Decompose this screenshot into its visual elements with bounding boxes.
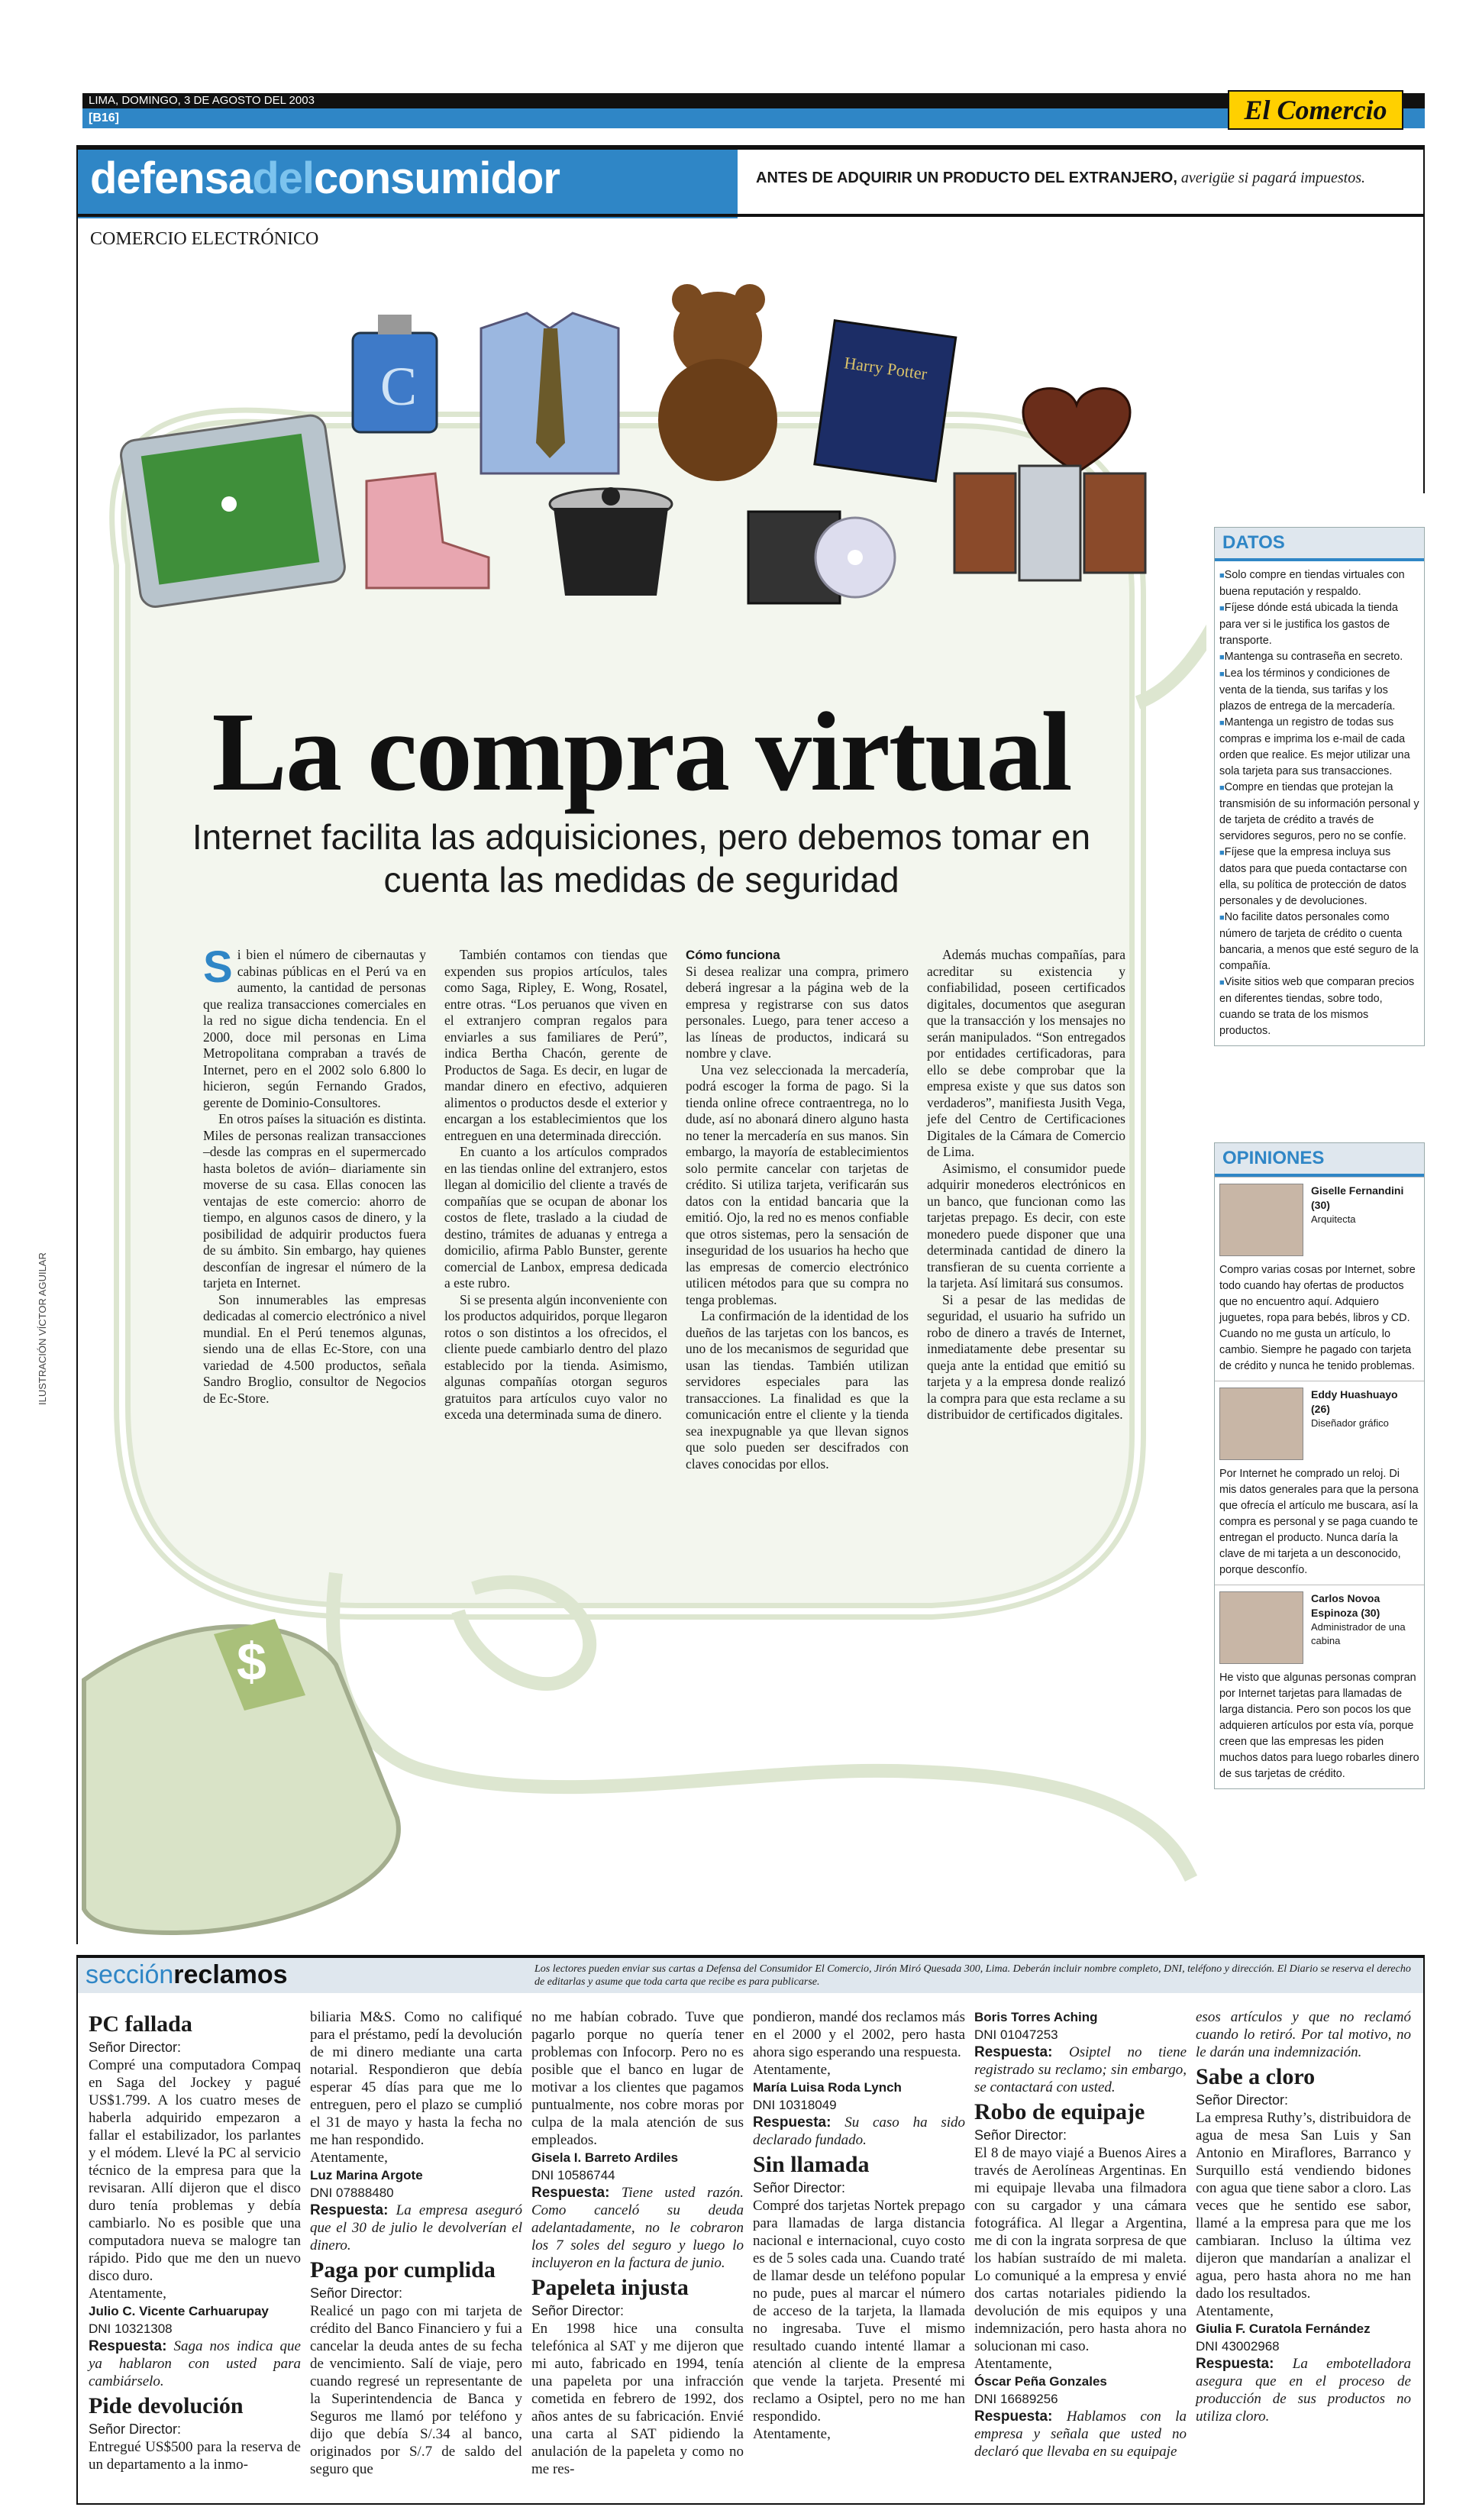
paragraph: Si desea realizar una compra, primero deberá ingresar a la página web de la empresa y registrarse con sus datos personales. Luego, para tener acceso a las líneas de productos, indicará su nombre y clave.	[686, 963, 909, 1061]
reclamos-title: secciónreclamos	[86, 1960, 288, 1989]
paragraph: Son innumerables las empresas dedicadas al comercio electrónico a nivel mundial. En el Perú tenemos algunas, siendo una de ellas Ec-Store, con una variedad de 4.500 productos, señala Sandro Broglio, consultor de Negocios de Ec-Store.	[203, 1291, 426, 1406]
response: Respuesta: La embotelladora asegura que en el proceso de producción de sus productos no utiliza cloro.	[1196, 2356, 1411, 2425]
salutation: Señor Director:	[974, 2127, 1067, 2143]
salutation: Señor Director:	[89, 2421, 182, 2437]
datos-box	[1214, 527, 1425, 1046]
stereo-icon	[954, 466, 1145, 580]
letter-title: Paga por cumplida	[310, 2257, 496, 2283]
salutation: Señor Director:	[753, 2180, 846, 2195]
dropcap: S	[203, 942, 233, 992]
reclamos-column-1	[89, 2008, 301, 2473]
letter-title: Pide devolución	[89, 2393, 244, 2418]
salutation: Señor Director:	[89, 2040, 182, 2055]
paragraph: Una vez seleccionada la mercadería, podrá escoger la forma de pago. Si la tienda online ofrece contraentrega, no lo dude, así no abonará dinero alguno hasta no tener la mercadería en sus manos. Sin embargo, la mayoría de establecimientos solo permite cancelar con tarjetas de crédito. Si utiliza tarjeta, verificarán sus datos con la entidad bancaria que la emitió. Ojo, la red no es menos confiable que otros sistemas, pero la sensación de inseguridad de los usuarios ha hecho que las empresas de comercio electrónico utilicen métodos para que su compra no tenga problemas.	[686, 1061, 909, 1307]
opiniones-box	[1214, 1142, 1425, 1789]
newspaper-logo: El Comercio	[1228, 90, 1403, 130]
headline: La compra virtual	[212, 690, 1071, 815]
reclamos-column-4	[753, 2008, 965, 2443]
signer: María Luisa Roda Lynch	[753, 2080, 902, 2095]
book-icon	[815, 321, 956, 481]
dni: DNI 01047253	[974, 2027, 1058, 2042]
salutation: Señor Director:	[310, 2286, 403, 2301]
letter-title: Robo de equipaje	[974, 2099, 1145, 2124]
letter-text: biliaria M&S. Como no califiqué para el préstamo, pedí la devolución de mi dinero mediante una carta notarial. Respondieron que debía esperar 45 días para que me lo entreguen, pero el plazo se cumplió el 31 de mayo y hasta la fecha no me han respondido.	[310, 2009, 522, 2148]
deck: Internet facilita las adquisiciones, pero debemos tomar en cuenta las medidas de seguridad	[192, 817, 1091, 900]
letter-text: Compré una computadora Compaq en Saga del Jockey y pagué US$1.799. A los cuatro meses de haberla adquirido empezaron a fallar el estabilizador, los parlantes y el módem. Llevé la PC al servicio técnico de la empresa para que la revisaran. Allí dijeron que el disco duro tenía problemas y debía cambiarlo. No es posible que una computadora nueva se malogre tan rápido. Pido que me den un nuevo disco duro.	[89, 2057, 301, 2284]
article-column-3	[686, 947, 909, 1472]
letter-title: PC fallada	[89, 2011, 192, 2037]
signer: Luz Marina Argote	[310, 2168, 423, 2182]
svg-text:Harry Potter: Harry Potter	[843, 353, 928, 384]
list-item: ■ Compre en tiendas que protejan la transmisión de su información personal y de tarjeta de crédito a través de servidores seguros, pero no se confíe.	[1219, 780, 1419, 845]
signer: Óscar Peña Gonzales	[974, 2374, 1107, 2389]
teddy-bear-icon	[658, 284, 777, 481]
illustration-credit: ILUSTRACIÓN VÍCTOR AGUILAR	[37, 1252, 48, 1405]
paragraph: Si se presenta algún inconveniente con los productos adquiridos, porque llegaron rotos o son distintos a los ofrecidos, el cliente puede cambiarlo dentro del plazo establecido por la tienda. Asimismo, algunas compañías otorgan seguros gratuitos para artículos cuyo valor no exceda una determinada suma de dinero.	[444, 1291, 667, 1422]
shirt-icon	[481, 313, 618, 473]
response: Respuesta: Osiptel no tiene registrado su reclamo; sin embargo, se contactará con usted.	[974, 2044, 1187, 2095]
signer: Julio C. Vicente Carhuarupay	[89, 2304, 269, 2318]
opinion-role: Diseñador gráfico	[1311, 1417, 1389, 1429]
paragraph: Asimismo, el consumidor puede adquirir monederos electrónicos en un banco, que funcionan como las tarjetas prepago. Es decir, con este monedero puede disponer que una determinada cantidad de dinero la transfieran de su cuenta corriente a la tarjeta. Así limitará sus consumos.	[927, 1160, 1125, 1291]
paragraph: En otros países la situación es distinta. Miles de personas realizan transacciones –desde las compras en el supermercado hasta boletos de avión– diariamente sin moverse de su casa. Ellas conocen las ventajas de este comercio: ahorro de tiempo, en algunos casos de dinero, y la posibilidad de adquirir productos fuera de su ámbito. Sin embargo, hay quienes desconfían de ingresar el número de la tarjeta en Internet.	[203, 1111, 426, 1291]
letter-title: Papeleta injusta	[531, 2275, 689, 2300]
page-number: [B16]	[89, 111, 120, 124]
cd-icon	[748, 512, 895, 603]
response: Respuesta: La empresa aseguró que el 30 de julio le devolverían el dinero.	[310, 2202, 522, 2253]
opinion-role: Administrador de una cabina	[1311, 1621, 1406, 1646]
frame-left	[76, 1958, 78, 2505]
letter-text: Realicé un pago con mi tarjeta de crédito del Banco Financiero y fui a cancelar la deuda antes de su fecha de vencimiento. Salí de viaje, pero cuando regresé un representante de la Superintendencia de Banca y Seguros me llamó por teléfono y dijo que debía S/.34 al banco, originados por S/.7 de saldo del seguro que	[310, 2303, 522, 2477]
list-item: ■ Lea los términos y condiciones de venta de la tienda, sus tarifas y los plazos de entrega de la mercadería.	[1219, 666, 1419, 715]
dni: DNI 10321308	[89, 2321, 173, 2336]
svg-text:C: C	[380, 356, 418, 417]
pot-icon	[550, 487, 672, 596]
frame-bottom	[76, 2503, 1425, 2505]
list-item: ■ Fíjese dónde está ubicada la tienda para ver si le justifica los gastos de transporte.	[1219, 600, 1419, 649]
opinion-role: Arquitecta	[1311, 1213, 1356, 1225]
opinion	[1215, 1177, 1424, 1381]
reclamos-note: Los lectores pueden enviar sus cartas a Defensa del Consumidor El Comercio, Jirón Miró Quesada 300, Lima. Deberán incluir nombre completo, DNI, teléfono y dirección. El Diario se reserva el derecho de editarlas y asume que toda carta que recibe es para publicarse.	[534, 1963, 1411, 1988]
list-item: ■ Fíjese que la empresa incluya sus datos para que pueda contactarse con ella, su política de protección de datos personales y de devoluciones.	[1219, 845, 1419, 909]
response: Respuesta: Su caso ha sido declarado fundado.	[753, 2115, 966, 2148]
closing: Atentamente,	[753, 2062, 831, 2078]
section-teaser: ANTES DE ADQUIRIR UN PRODUCTO DEL EXTRANJERO, averigüe si pagará impuestos.	[756, 170, 1365, 186]
letter-text: En 1998 hice una consulta telefónica al SAT y me dijeron que mi auto, fabricado en 1994, tenía una papeleta por una infracción cometida en febrero de 1992, dos años antes de su fabricación. Envié una carta al SAT pidiendo la anulación de la papeleta y como no me res-	[531, 2321, 744, 2477]
section-title: defensadelconsumidor	[90, 153, 560, 203]
paragraph: En cuanto a los artículos comprados en las tiendas online del extranjero, estos llegan al domicilio del cliente a través de compañías que se ocupan de abonar los costos de flete, traslado a la ciudad de destino, trámites de aduanas y entrega a domicilio, afirma Pablo Bunster, gerente comercial de Lanbox, empresa dedicada a este rubro.	[444, 1144, 667, 1291]
paragraph: i bien el número de cibernautas y cabinas públicas en el Perú va en aumento, la cantidad de personas que realiza transacciones comerciales en la red no sigue dicha tendencia. En el 2000, doce mil personas en Lima Metropolitana compraban a través de Internet, pero en el 2002 solo 6.800 lo hicieron, según Fernando Grados, gerente de Dominio-Consultores.	[203, 947, 426, 1110]
avatar	[1219, 1591, 1303, 1664]
list-item: ■ Solo compre en tiendas virtuales con buena reputación y respaldo.	[1219, 567, 1419, 600]
dni: DNI 43002968	[1196, 2339, 1280, 2354]
reclamos-column-3	[531, 2008, 744, 2478]
response: Respuesta: Saga nos indica que ya hablaron con usted para cambiárselo.	[89, 2338, 301, 2389]
opinion-name: Giselle Fernandini (30)	[1311, 1184, 1404, 1211]
closing: Atentamente,	[89, 2286, 166, 2302]
subhead: Cómo funciona	[686, 948, 780, 962]
dni: DNI 16689256	[974, 2392, 1058, 2406]
list-item: ■ Mantenga un registro de todas sus compras e imprima los e-mail de cada orden que realice. Es mejor utilizar una sola tarjeta para sus transacciones.	[1219, 715, 1419, 780]
list-item: ■ No facilite datos personales como número de tarjeta de crédito o cuenta bancaria, a menos que esté seguro de la compañía.	[1219, 909, 1419, 974]
kicker: COMERCIO ELECTRÓNICO	[90, 229, 319, 249]
opinion-text: Por Internet he comprado un reloj. Di mis datos generales para que la persona que ofrecía el artículo me buscara, así la compra es personal y se paga cuando te entregan el producto. Nunca daría la clave de mi tarjeta a un desconocido, porque desconfío.	[1219, 1468, 1419, 1576]
paragraph: También contamos con tiendas que expenden sus propios artículos, tales como Saga, Ripley, E. Wong, Rosatel, entre otras. “Los peruanos que viven en el extranjero compran regalos para enviarles a sus familiares de Perú”, indica Bertha Chacón, gerente de Productos de Saga. Es decir, en lugar de mandar dinero en efectivo, adquieren alimentos o productos desde el exterior y encargan a los establecimientos que los entreguen en una determinada dirección.	[444, 947, 667, 1143]
response: Respuesta: Tiene usted razón. Como canceló su deuda adelantadamente, no le cobraron los 7 soles del seguro y luego lo incluyeron en la factura de junio.	[531, 2185, 744, 2271]
letter-text: Compré dos tarjetas Nortek prepago para llamadas de larga distancia nacional e internacional, cuyo costo es de 5 soles cada una. Cuando traté de llamar desde un teléfono popular no pude, pues al marcar el número de acceso de la tarjeta, la llamada no ingresaba. Tuve el mismo resultado cuando intenté llamar a atención al cliente de la empresa que vende la tarjeta. Presenté mi reclamo a Osiptel, pero no me han respondido.	[753, 2198, 965, 2425]
page-bar	[82, 108, 1425, 128]
dni: DNI 07888480	[310, 2186, 394, 2200]
opinion	[1215, 1585, 1424, 1788]
reclamos-column-6	[1196, 2008, 1411, 2425]
datos-list	[1215, 561, 1424, 1045]
list-item: ■ Visite sitios web que comparan precios en diferentes tiendas, sobre todo, cuando se trata de los mismos productos.	[1219, 974, 1419, 1039]
article-column-1	[203, 942, 426, 1407]
response: esos artículos y que no reclamó cuando lo retiró. Por tal motivo, no le darán una indemnización.	[1196, 2009, 1411, 2060]
letter-text: Entregué US$500 para la reserva de un departamento a la inmo-	[89, 2439, 301, 2473]
letter-text: La empresa Ruthy’s, distribuidora de agua de mesa San Luis y San Antonio en Miraflores, Barranco y Surquillo está vendiendo bidones con agua que tiene sabor a cloro. Las veces que he sentido ese sabor, llamé a la empresa para que me los cambiaran. Incluso la última vez dijeron que mandarían a analizar el agua, pero hasta ahora no me han dado los resultados.	[1196, 2110, 1411, 2302]
letter-text: pondieron, mandé dos reclamos más en el 2000 y el 2002, pero hasta ahora sigo esperando una respuesta.	[753, 2009, 965, 2060]
header-rule-bottom	[76, 214, 1425, 217]
dateline: LIMA, DOMINGO, 3 DE AGOSTO DEL 2003	[82, 93, 1425, 108]
dni: DNI 10586744	[531, 2168, 615, 2182]
list-item: ■ Mantenga su contraseña en secreto.	[1219, 649, 1419, 666]
article-column-4	[927, 947, 1125, 1423]
salutation: Señor Director:	[531, 2303, 625, 2318]
letter-text: no me habían cobrado. Tuve que pagarlo porque no quería tener problemas con Infocorp. Pero no es posible que el banco en lugar de motivar a los clientes que pagamos puntualmente, nos cobre moras por culpa de la mala atención de sus empleados.	[531, 2009, 744, 2148]
paragraph: La confirmación de la identidad de los dueños de las tarjetas con los bancos, es uno de los mecanismos de seguridad que usan las tiendas. También utilizan servidores especiales para las transacciones. La finalidad es que la comunicación entre el cliente y la tienda sea inexpugnable ya que llevan signos que solo pueden ser descifrados con claves conocidas por ellos.	[686, 1308, 909, 1472]
reclamos-column-5	[974, 2008, 1187, 2460]
article-column-2	[444, 947, 667, 1423]
perfume-icon	[353, 315, 437, 432]
frame-right	[1423, 1958, 1425, 2505]
opinion-name: Carlos Novoa Espinoza (30)	[1311, 1592, 1380, 1619]
closing: Atentamente,	[310, 2150, 388, 2166]
opinion-name: Eddy Huashuayo (26)	[1311, 1388, 1398, 1415]
paragraph: Si a pesar de las medidas de seguridad, el usuario ha sufrido un robo de dinero a través de Internet, inmediatamente debe presentar su queja ante la entidad que emitió su tarjeta y a la empresa donde realizó la compra para que esta reclame a su distribuidor de certificados digitales.	[927, 1291, 1125, 1422]
signer: Boris Torres Aching	[974, 2010, 1098, 2024]
opinion	[1215, 1381, 1424, 1585]
salutation: Señor Director:	[1196, 2092, 1289, 2108]
dollar-icon: $	[237, 1632, 266, 1691]
response: Respuesta: Hablamos con la empresa y señala que usted no declaró que llevaba en su equipaje	[974, 2409, 1187, 2460]
avatar	[1219, 1184, 1303, 1256]
letter-title: Sabe a cloro	[1196, 2064, 1316, 2089]
closing: Atentamente,	[753, 2426, 831, 2442]
datos-title: DATOS	[1215, 528, 1424, 561]
letter-title: Sin llamada	[753, 2152, 870, 2177]
opinion-text: He visto que algunas personas compran por Internet tarjetas para llamadas de larga distancia. Pero son pocos los que adquieren artículos por esta vía, porque creen que las empresas les piden muchos datos para luego robarles dinero de sus tarjetas de crédito.	[1219, 1672, 1419, 1780]
paragraph: Además muchas compañías, para acreditar su existencia y confiabilidad, poseen certificados digitales, documentos que aseguran que la transacción y los mensajes no serán manipulados. “Son entregados por entidades certificadoras, para ello se debe comprobar que la empresa existe y que sus datos son verdaderos”, manifiesta Jusith Vega, jefe del Centro de Certificaciones Digitales de la Cámara de Comercio de Lima.	[927, 947, 1125, 1159]
reclamos-column-2	[310, 2008, 522, 2478]
signer: Gisela I. Barreto Ardiles	[531, 2150, 679, 2165]
frame-right	[1423, 150, 1425, 493]
closing: Atentamente,	[974, 2356, 1052, 2372]
signer: Giulia F. Curatola Fernández	[1196, 2321, 1371, 2336]
letter-text: El 8 de mayo viajé a Buenos Aires a través de Aerolíneas Argentinas. En mi equipaje llevaba una filmadora con su cargador y una cámara fotográfica. Al llegar a Argentina, me di con la ingrata sorpresa de que los habían sustraído de mi maleta. Lo comuniqué a la empresa y envié dos cartas notariales pidiendo la devolución de mis equipos y una indemnización, pero hasta ahora no solucionan mi caso.	[974, 2145, 1187, 2354]
tv-icon	[119, 414, 347, 609]
opinion-text: Compro varias cosas por Internet, sobre todo cuando hay ofertas de productos que no encuentro aquí. Adquiero juguetes, ropa para bebés, libros y CD. Cuando no me gusta un artículo, lo cambio. Siempre he pagado con tarjeta de crédito y nunca he tenido problemas.	[1219, 1264, 1416, 1372]
opiniones-title: OPINIONES	[1215, 1143, 1424, 1177]
avatar	[1219, 1388, 1303, 1460]
dni: DNI 10318049	[753, 2098, 837, 2112]
closing: Atentamente,	[1196, 2303, 1274, 2319]
